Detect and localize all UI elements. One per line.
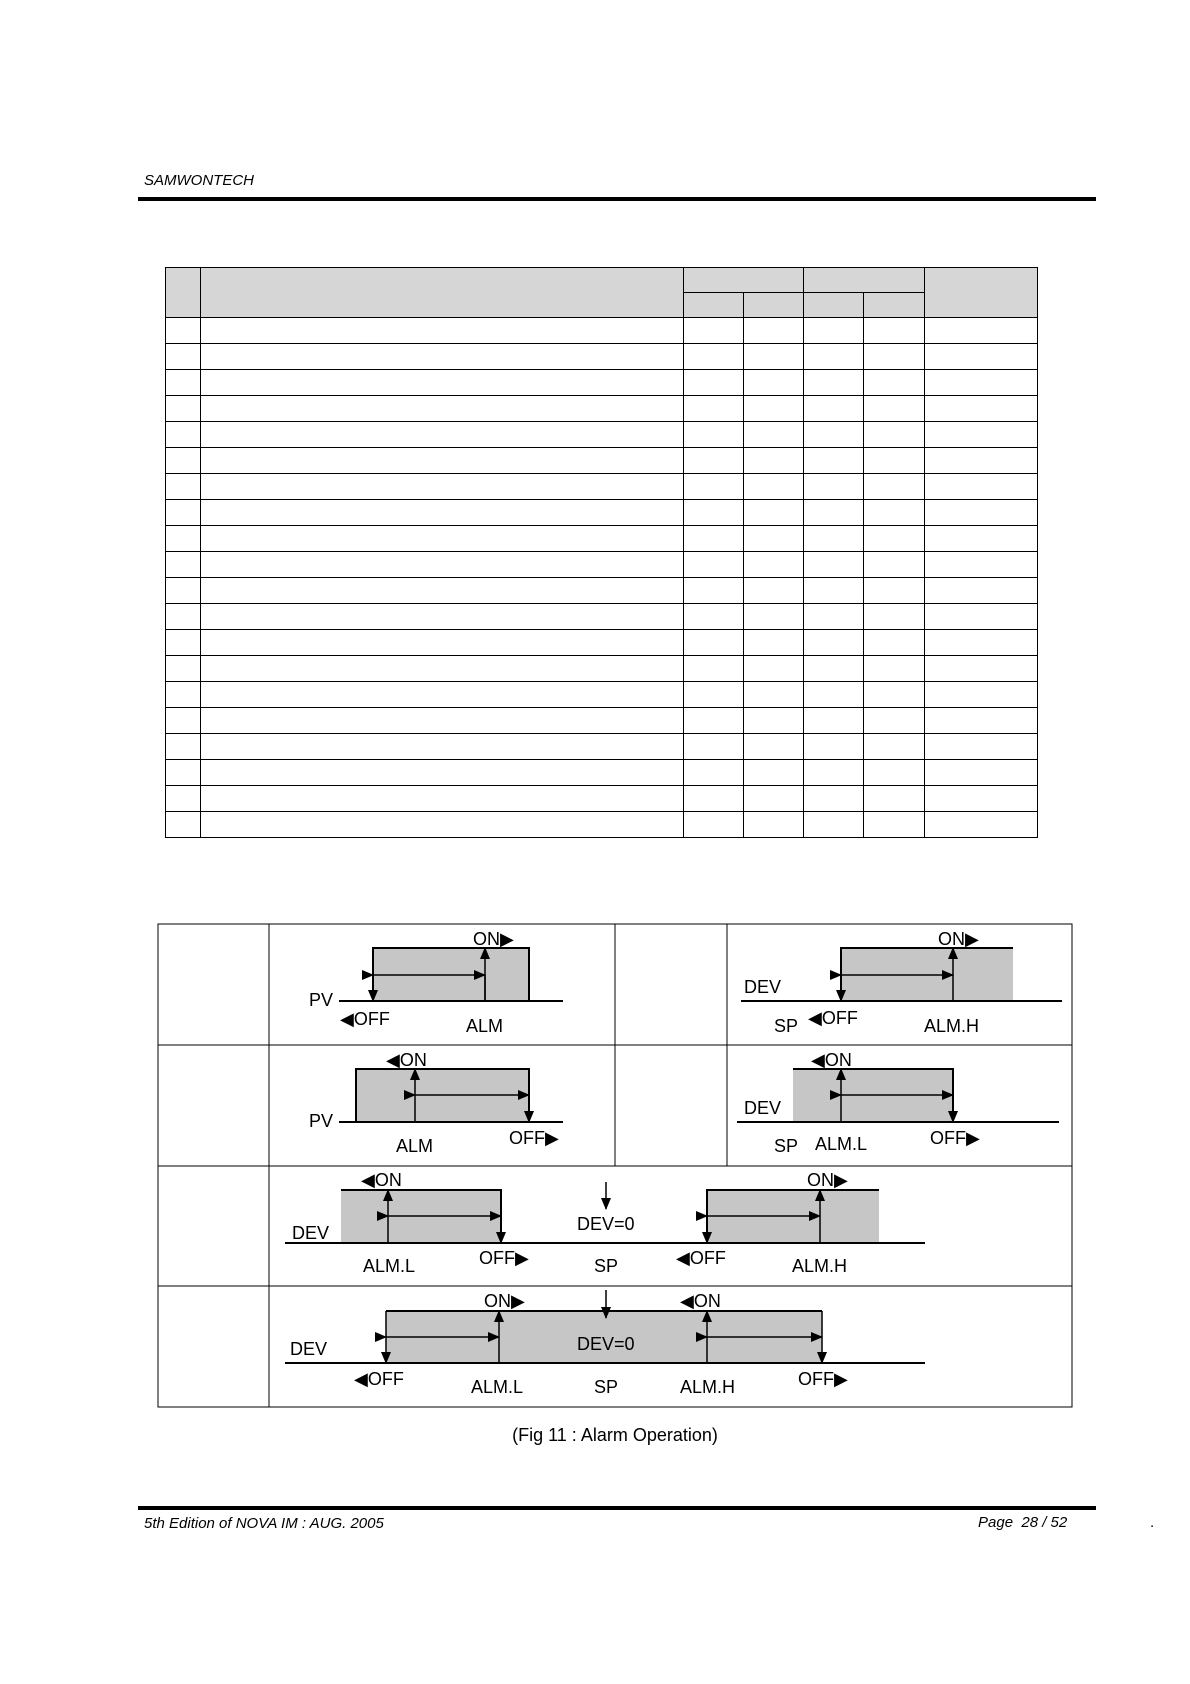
label-off: OFF▶: [930, 1128, 980, 1148]
label-alm-h: ALM.H: [680, 1377, 736, 1397]
label-dev: DEV: [292, 1223, 330, 1243]
label-sp: SP: [774, 1136, 799, 1156]
label-on: ON▶: [484, 1291, 525, 1311]
label-dev: DEV: [744, 977, 782, 997]
label-off: OFF▶: [509, 1128, 559, 1148]
label-off: ◀OFF: [676, 1248, 726, 1268]
label-on: ◀ON: [680, 1291, 721, 1311]
label-off: ◀OFF: [354, 1369, 404, 1389]
label-on: ON▶: [938, 929, 979, 949]
diagram-dev-band: [285, 1290, 925, 1397]
label-dev: DEV: [290, 1339, 328, 1359]
label-dev: DEV: [744, 1098, 782, 1118]
label-alm-l: ALM.L: [815, 1134, 868, 1154]
label-on: ◀ON: [811, 1050, 852, 1070]
label-alm-h: ALM.H: [792, 1256, 848, 1276]
label-on: ON▶: [473, 929, 514, 949]
diagram-pv-high: [309, 929, 563, 1036]
label-pv: PV: [309, 990, 334, 1010]
footer-rule: [138, 1506, 1096, 1510]
label-alm: ALM: [396, 1136, 434, 1156]
diagram-dev-low: [737, 1050, 1059, 1156]
label-dev-zero: DEV=0: [577, 1334, 635, 1354]
label-dev-zero: DEV=0: [577, 1214, 635, 1234]
footer-edition: 5th Edition of NOVA IM : AUG. 2005: [144, 1515, 384, 1532]
label-on: ◀ON: [386, 1050, 427, 1070]
label-sp: SP: [594, 1256, 619, 1276]
diagram-dev-outside: [285, 1170, 925, 1276]
footer-page-number: Page 28 / 52: [978, 1514, 1068, 1531]
label-off: OFF▶: [479, 1248, 529, 1268]
label-off: OFF▶: [798, 1369, 848, 1389]
label-alm-l: ALM.L: [363, 1256, 416, 1276]
label-alm-h: ALM.H: [924, 1016, 980, 1036]
diagram-dev-high: [741, 929, 1062, 1036]
label-on: ◀ON: [361, 1170, 402, 1190]
label-sp: SP: [774, 1016, 799, 1036]
label-off: ◀OFF: [808, 1008, 858, 1028]
label-sp: SP: [594, 1377, 619, 1397]
label-pv: PV: [309, 1111, 334, 1131]
label-alm: ALM: [466, 1016, 504, 1036]
diagram-pv-low: [309, 1050, 563, 1156]
footer-dot: .: [1150, 1514, 1155, 1531]
label-alm-l: ALM.L: [471, 1377, 524, 1397]
label-on: ON▶: [807, 1170, 848, 1190]
header-brand: SAMWONTECH: [144, 172, 254, 189]
label-off: ◀OFF: [340, 1009, 390, 1029]
figure-caption: (Fig 11 : Alarm Operation): [512, 1425, 718, 1445]
